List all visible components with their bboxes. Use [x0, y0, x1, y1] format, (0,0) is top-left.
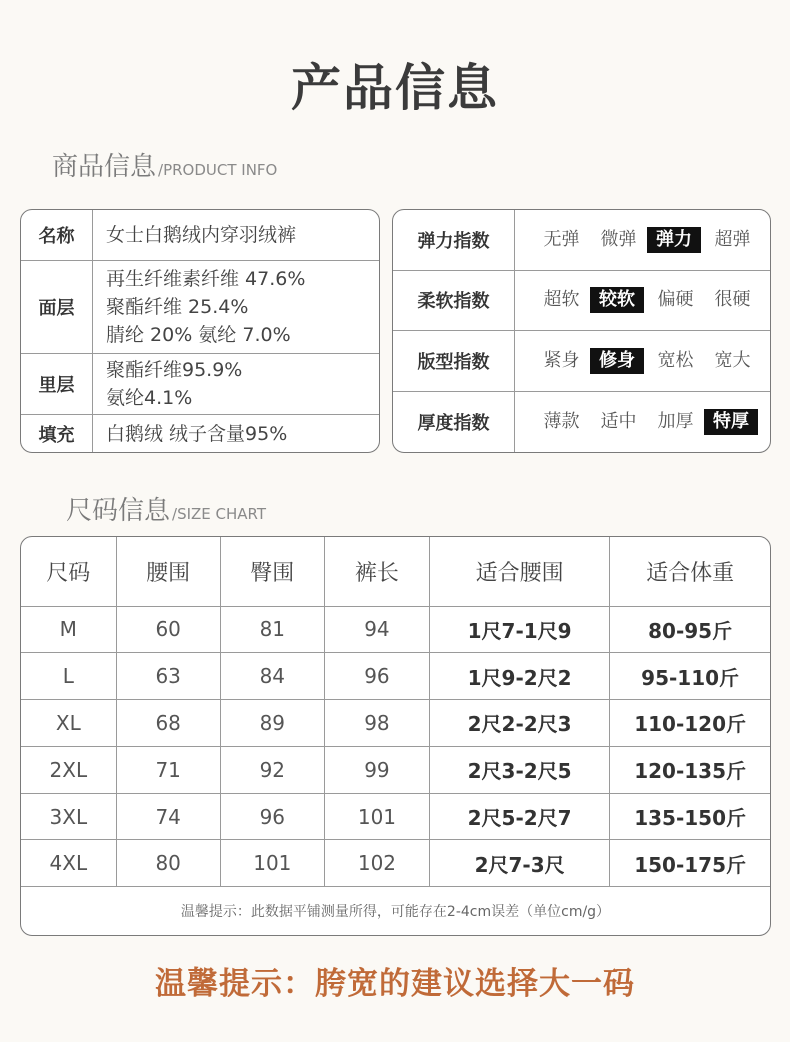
section-title: 尺码信息	[66, 496, 171, 526]
info-line: 白鹅绒 绒子含量95%	[106, 422, 288, 445]
table-cell: 135-150斤	[610, 793, 770, 840]
table-cell: 80-95斤	[610, 606, 770, 653]
section-subtitle: /SIZE CHART	[172, 505, 267, 523]
table-cell: 84	[220, 653, 324, 700]
info-row-outer	[21, 261, 379, 354]
index-option: 宽大	[714, 349, 751, 371]
table-cell: 71	[116, 746, 220, 793]
index-key: 版型指数	[393, 331, 515, 391]
table-cell: M	[21, 606, 116, 653]
info-line: 聚酯纤维95.9%	[106, 359, 243, 381]
index-table	[392, 209, 771, 453]
index-option-selected: 弹力	[647, 227, 701, 253]
size-chart	[20, 536, 771, 936]
info-value	[93, 354, 379, 414]
info-line: 氨纶4.1%	[106, 387, 193, 409]
index-option: 很硬	[714, 289, 751, 311]
table-cell: 96	[324, 653, 429, 700]
table-cell: 102	[324, 840, 429, 887]
index-option: 紧身	[543, 349, 580, 371]
info-line: 女士白鹅绒内穿羽绒裤	[106, 224, 297, 246]
index-row	[393, 271, 770, 332]
info-key: 面层	[21, 261, 93, 353]
section-heading-size-chart	[66, 490, 266, 527]
column-header: 适合腰围	[430, 537, 610, 606]
table-cell: 4XL	[21, 840, 116, 887]
index-options	[515, 271, 770, 331]
table-cell: 95-110斤	[610, 653, 770, 700]
table-cell: 89	[220, 700, 324, 747]
index-options	[515, 392, 770, 453]
table-cell: 81	[220, 606, 324, 653]
product-info-table	[20, 209, 380, 453]
column-header: 腰围	[116, 537, 220, 606]
table-row	[21, 793, 770, 840]
table-cell: 2XL	[21, 746, 116, 793]
index-row	[393, 331, 770, 392]
table-cell: 96	[220, 793, 324, 840]
table-cell: XL	[21, 700, 116, 747]
table-cell: 150-175斤	[610, 840, 770, 887]
index-option: 偏硬	[657, 289, 694, 311]
info-key: 填充	[21, 415, 93, 452]
table-cell: 74	[116, 793, 220, 840]
info-key: 里层	[21, 354, 93, 414]
table-cell: 80	[116, 840, 220, 887]
index-option: 薄款	[543, 410, 580, 432]
index-option-selected: 特厚	[704, 409, 758, 435]
section-title: 商品信息	[52, 152, 157, 182]
info-line: 腈纶 20% 氨纶 7.0%	[106, 324, 291, 346]
measurement-note: 温馨提示：此数据平铺测量所得，可能存在2-4cm误差（单位cm/g）	[180, 904, 611, 921]
table-row	[21, 606, 770, 653]
index-option-selected: 较软	[590, 287, 644, 313]
table-cell: 1尺9-2尺2	[430, 653, 610, 700]
table-cell: 60	[116, 606, 220, 653]
table-cell: 92	[220, 746, 324, 793]
index-option: 加厚	[657, 410, 694, 432]
info-row-lining	[21, 354, 379, 415]
table-cell: 68	[116, 700, 220, 747]
table-row	[21, 746, 770, 793]
table-cell: 1尺7-1尺9	[430, 606, 610, 653]
table-cell: 101	[324, 793, 429, 840]
index-option-selected: 修身	[590, 348, 644, 374]
table-cell: L	[21, 653, 116, 700]
index-option: 微弹	[600, 228, 637, 250]
table-cell: 2尺2-2尺3	[430, 700, 610, 747]
table-row	[21, 840, 770, 887]
section-subtitle: /PRODUCT INFO	[158, 161, 278, 179]
index-options	[515, 210, 770, 270]
index-key: 厚度指数	[393, 392, 515, 453]
table-cell: 63	[116, 653, 220, 700]
info-row-name	[21, 210, 379, 261]
index-option: 宽松	[657, 349, 694, 371]
bottom-tip: 温馨提示：胯宽的建议选择大一码	[155, 966, 635, 1002]
table-cell: 94	[324, 606, 429, 653]
index-option: 超弹	[714, 228, 751, 250]
column-header: 裤长	[324, 537, 429, 606]
index-options	[515, 331, 770, 391]
index-row	[393, 210, 770, 271]
info-key: 名称	[21, 210, 93, 260]
index-option: 无弹	[543, 228, 580, 250]
table-cell: 2尺3-2尺5	[430, 746, 610, 793]
size-header-row	[21, 537, 770, 606]
table-cell: 120-135斤	[610, 746, 770, 793]
info-value	[93, 210, 379, 260]
column-header: 尺码	[21, 537, 116, 606]
table-cell: 110-120斤	[610, 700, 770, 747]
index-option: 适中	[600, 410, 637, 432]
table-cell: 98	[324, 700, 429, 747]
table-row	[21, 653, 770, 700]
info-value	[93, 261, 379, 353]
info-row-filling	[21, 415, 379, 452]
table-row	[21, 700, 770, 747]
table-cell: 99	[324, 746, 429, 793]
info-line: 再生纤维素纤维 47.6%	[106, 268, 306, 290]
info-value	[93, 415, 379, 452]
table-cell: 2尺5-2尺7	[430, 793, 610, 840]
section-heading-product-info	[52, 146, 277, 183]
size-table	[21, 537, 770, 887]
column-header: 臀围	[220, 537, 324, 606]
column-header: 适合体重	[610, 537, 770, 606]
index-key: 弹力指数	[393, 210, 515, 270]
page-title: 产品信息	[291, 59, 499, 117]
table-cell: 3XL	[21, 793, 116, 840]
info-line: 聚酯纤维 25.4%	[106, 296, 249, 318]
index-key: 柔软指数	[393, 271, 515, 331]
table-cell: 2尺7-3尺	[430, 840, 610, 887]
table-cell: 101	[220, 840, 324, 887]
index-row	[393, 392, 770, 453]
index-option: 超软	[543, 289, 580, 311]
